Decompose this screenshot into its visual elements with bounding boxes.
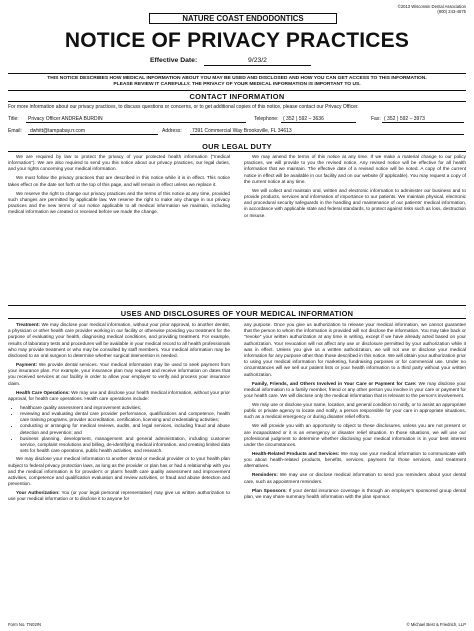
sponsors-text: If your dental insurance coverage is through an employer's sponsored group dental plan, we may share summary health information with the plan sponsor.	[244, 487, 466, 499]
legal-duty-paragraph: We will collect and maintain oral, written and electronic information to administer our business and to provide products, services and information of importance to our patients. We maintain physical, electronic and procedural security safeguards in the handling and maintenance of our patients' medical information, in accordance with applicable state and federal standards, to protect against risks such as loss, destruction or misuse.	[244, 187, 466, 218]
products-label: Health-Related Products and Services:	[252, 451, 340, 457]
authorization-label: Your Authorization:	[16, 490, 60, 496]
list-item: • healthcare quality assessment and improvement activities;	[20, 405, 230, 411]
banner-line-2: PLEASE REVIEW IT CAREFULLY. THE PRIVACY OF YOUR MEDICAL INFORMATION IS IMPORTANT TO US.	[113, 82, 361, 87]
products-paragraph	[244, 451, 466, 470]
operations-text: We may use and disclose your health medical information, without your prior approval, for health care operations. Health care operations include:	[8, 389, 230, 401]
operations-list	[8, 405, 230, 455]
legal-duty-paragraph: We reserve the right to change our privacy practices and the terms of this notice at any time, provided such changes are permitted by applicable law. We reserve the right to make any change in our privacy practices and the new terms of our notice applicable to all medical information we maintain, including medical information we created or received before we made the change.	[8, 190, 230, 215]
legal-duty-right-column	[244, 154, 466, 222]
reminders-text: We may use or disclose medical information to send you reminders about your dental care, such as appointment reminders.	[244, 472, 466, 484]
treatment-text: We may disclose your medical information, without your prior approval, to another dentist, a physician or other health care provider working in our facility or otherwise providing you treatment for the purpose of evaluating your health, diagnosing medical conditions, and providing treatment. For example, results of laboratory tests and procedures will be available in your medical record to all health professionals who may provide treatment or who may be consulted by staff members. Your medical information may be disclosed to an oral surgeon to determine whether surgical intervention is needed.	[8, 322, 230, 359]
title-underline	[26, 122, 246, 123]
family-paragraph-2: We may use or disclose your name, location, and general condition to notify, or to assist an appropriate public or private agency to locate and notify, a person responsible for your care in appropriate situations, such as a medical emergency or during disaster relief efforts.	[244, 402, 466, 420]
effective-date-label: Effective Date:	[150, 57, 198, 64]
uses-top-rule	[8, 305, 466, 306]
footer-copyright: © Michael Best & Friedrich, LLP	[406, 622, 466, 627]
list-item: • reviewing and evaluating dental care provider performance, qualifications and competence, health care training programs, provider accreditation, certification, licensing and credentialing activities;	[20, 411, 230, 423]
authorization-continued: any purpose. Once you give us authorization to release your medical information, we cannot guarantee that the person to whom the information is provided will not disclose the information. You may take back or "revoke" your written authorization at any time in writing, except if we have already acted based on your authorization. Your revocation will not affect any use or disclosure permitted by your authorization while it was in effect. Unless you give us a written authorization, we will not use or disclose your medical information for any purpose other than those described in this notice. We will obtain your authorization prior to using your medical information for marketing, fundraising purposes or for commercial use. Under no circumstances will we sell our patient lists or your health information to a third party without your written authorization.	[244, 322, 466, 377]
email-value: dwhitt@tampabay.rr.com	[30, 128, 86, 134]
legal-duty-paragraph: We are required by law to protect the privacy of your protected health information ("medical information"). We are also required to send you this notice about our privacy practices, our legal duties, and your rights concerning your medical information.	[8, 154, 230, 172]
fax-value: ( 352 ) 592 – 3973	[384, 116, 425, 122]
uses-rule	[8, 318, 466, 319]
address-label: Address:	[162, 128, 182, 134]
notice-banner	[8, 73, 466, 91]
uses-right-column	[244, 322, 466, 503]
family-text: We may disclose your medical information to a family member, friend or any other person you involve in your care or payment for your health care. We will disclose only the medical information that is relevant to the person's involvement.	[244, 380, 466, 399]
list-item: • business planning, development, management and general administration, including customer service, complaint resolutions and billing, de-identifying medical information, and creating limited data sets for health care operations, public health activities, and research.	[20, 436, 230, 455]
payment-text: We provide dental services. Your medical information may be used to seek payment from your insurance plan. For example, your insurance plan may request and receive information on dates that you received services at our facility in order to allow your employer to verify and process your insurance claim.	[8, 362, 230, 386]
contact-heading: CONTACT INFORMATION	[189, 92, 285, 101]
legal-duty-rule	[8, 151, 466, 152]
operations-tail-paragraph: We may disclose your medical information to another dental or medical provider or to your health plan subject to federal privacy protection laws, as long as the provider or plan has or had a relationship with you and the medical information is for provider's or plan's health care quality assessment and improvement activities, competence and qualification evaluation and review activities, or fraud and abuse detection and prevention.	[8, 456, 230, 487]
legal-duty-left-column	[8, 154, 230, 218]
copyright-notice	[398, 4, 466, 14]
page-title: NOTICE OF PRIVACY PRACTICES	[64, 29, 410, 52]
reminders-label: Reminders:	[252, 472, 278, 478]
family-paragraph-3: We will provide you with an opportunity to object to these disclosures, unless you are not present or are incapacitated or it is an emergency or disaster relief situation. In those situations, we will use our professional judgment to determine whether disclosing your medical information is in your best interest under the circumstances.	[244, 423, 466, 448]
telephone-label: Telephone:	[254, 116, 279, 122]
family-paragraph	[244, 381, 466, 400]
email-underline	[28, 134, 158, 135]
practice-name: NATURE COAST ENDODONTICS	[149, 13, 337, 24]
family-label: Family, Friends, and Others Involved in Your Care or Payment for Care:	[252, 380, 417, 386]
uses-left-column	[8, 322, 230, 505]
legal-duty-paragraph: We may amend the terms of this notice at any time. If we make a material change to our policy practices, we will provide to you the revised notice. Any revised notice will be effective for all health information that we maintain. The effective date of a revised notice will be noted. A copy of the current notice in effect will be available in our facility and on our website (if applicable). You may request a copy of the current notice at any time.	[244, 154, 466, 184]
sponsors-paragraph	[244, 488, 466, 500]
operations-label: Health Care Operations:	[16, 389, 70, 395]
treatment-label: Treatment:	[16, 322, 40, 327]
operations-paragraph	[8, 390, 230, 402]
sponsors-label: Plan Sponsors:	[252, 487, 287, 493]
authorization-text: You (or your legal personal representative) may give us written authorization to use your medical information or to disclose it to anyone for	[8, 490, 231, 502]
copyright-line: ©2013 Wisconsin Dental Association	[397, 4, 466, 9]
contact-rule	[8, 101, 466, 102]
payment-label: Payment:	[16, 362, 38, 368]
legal-duty-heading: OUR LEGAL DUTY	[202, 142, 272, 151]
effective-date-underline	[204, 65, 311, 66]
treatment-paragraph	[8, 322, 230, 359]
phone-line: (800) 243-4675	[437, 9, 466, 14]
payment-paragraph	[8, 362, 230, 387]
banner-line-1: THIS NOTICE DESCRIBES HOW MEDICAL INFORMATION ABOUT YOU MAY BE USED AND DISCLOSED AND HOW YOU CAN GET ACCESS TO THIS INFORMATION.	[47, 76, 427, 81]
telephone-value: ( 352 ) 592 – 3636	[283, 116, 324, 122]
fax-label: Fax:	[371, 116, 381, 122]
uses-heading: USES AND DISCLOSURES OF YOUR MEDICAL INFORMATION	[120, 309, 354, 318]
effective-date-value: 9/23/2	[248, 57, 267, 64]
title-value: Privacy Officer ANDREA BURDIN	[28, 116, 103, 122]
title-label: Title:	[8, 116, 19, 122]
address-underline	[190, 134, 464, 135]
legal-duty-paragraph: We must follow the privacy practices that are described in this notice while it is in effect. This notice takes effect on the date set forth at the top of this page, and will remain in effect unless we replace it.	[8, 175, 230, 187]
address-value: 7391 Commercial Way Brooksville, FL 34613	[192, 128, 292, 134]
fax-underline	[382, 122, 464, 123]
list-item: • conducting or arranging for medical reviews, audits, and legal services, including fraud and abuse detection and prevention; and	[20, 423, 230, 435]
telephone-underline	[281, 122, 356, 123]
products-text: We may use your medical information to communicate with you about health-related products, benefits, services, payment for those services, and treatment alternatives.	[244, 451, 466, 469]
email-label: Email:	[8, 128, 22, 134]
reminders-paragraph	[244, 472, 466, 484]
authorization-paragraph	[8, 490, 230, 502]
form-number: Form No. TN02IN	[8, 622, 41, 627]
contact-intro: For more information about our privacy practices, to discuss questions or concerns, or to get additional copies of this notice, please contact our Privacy Officer.	[8, 104, 359, 110]
